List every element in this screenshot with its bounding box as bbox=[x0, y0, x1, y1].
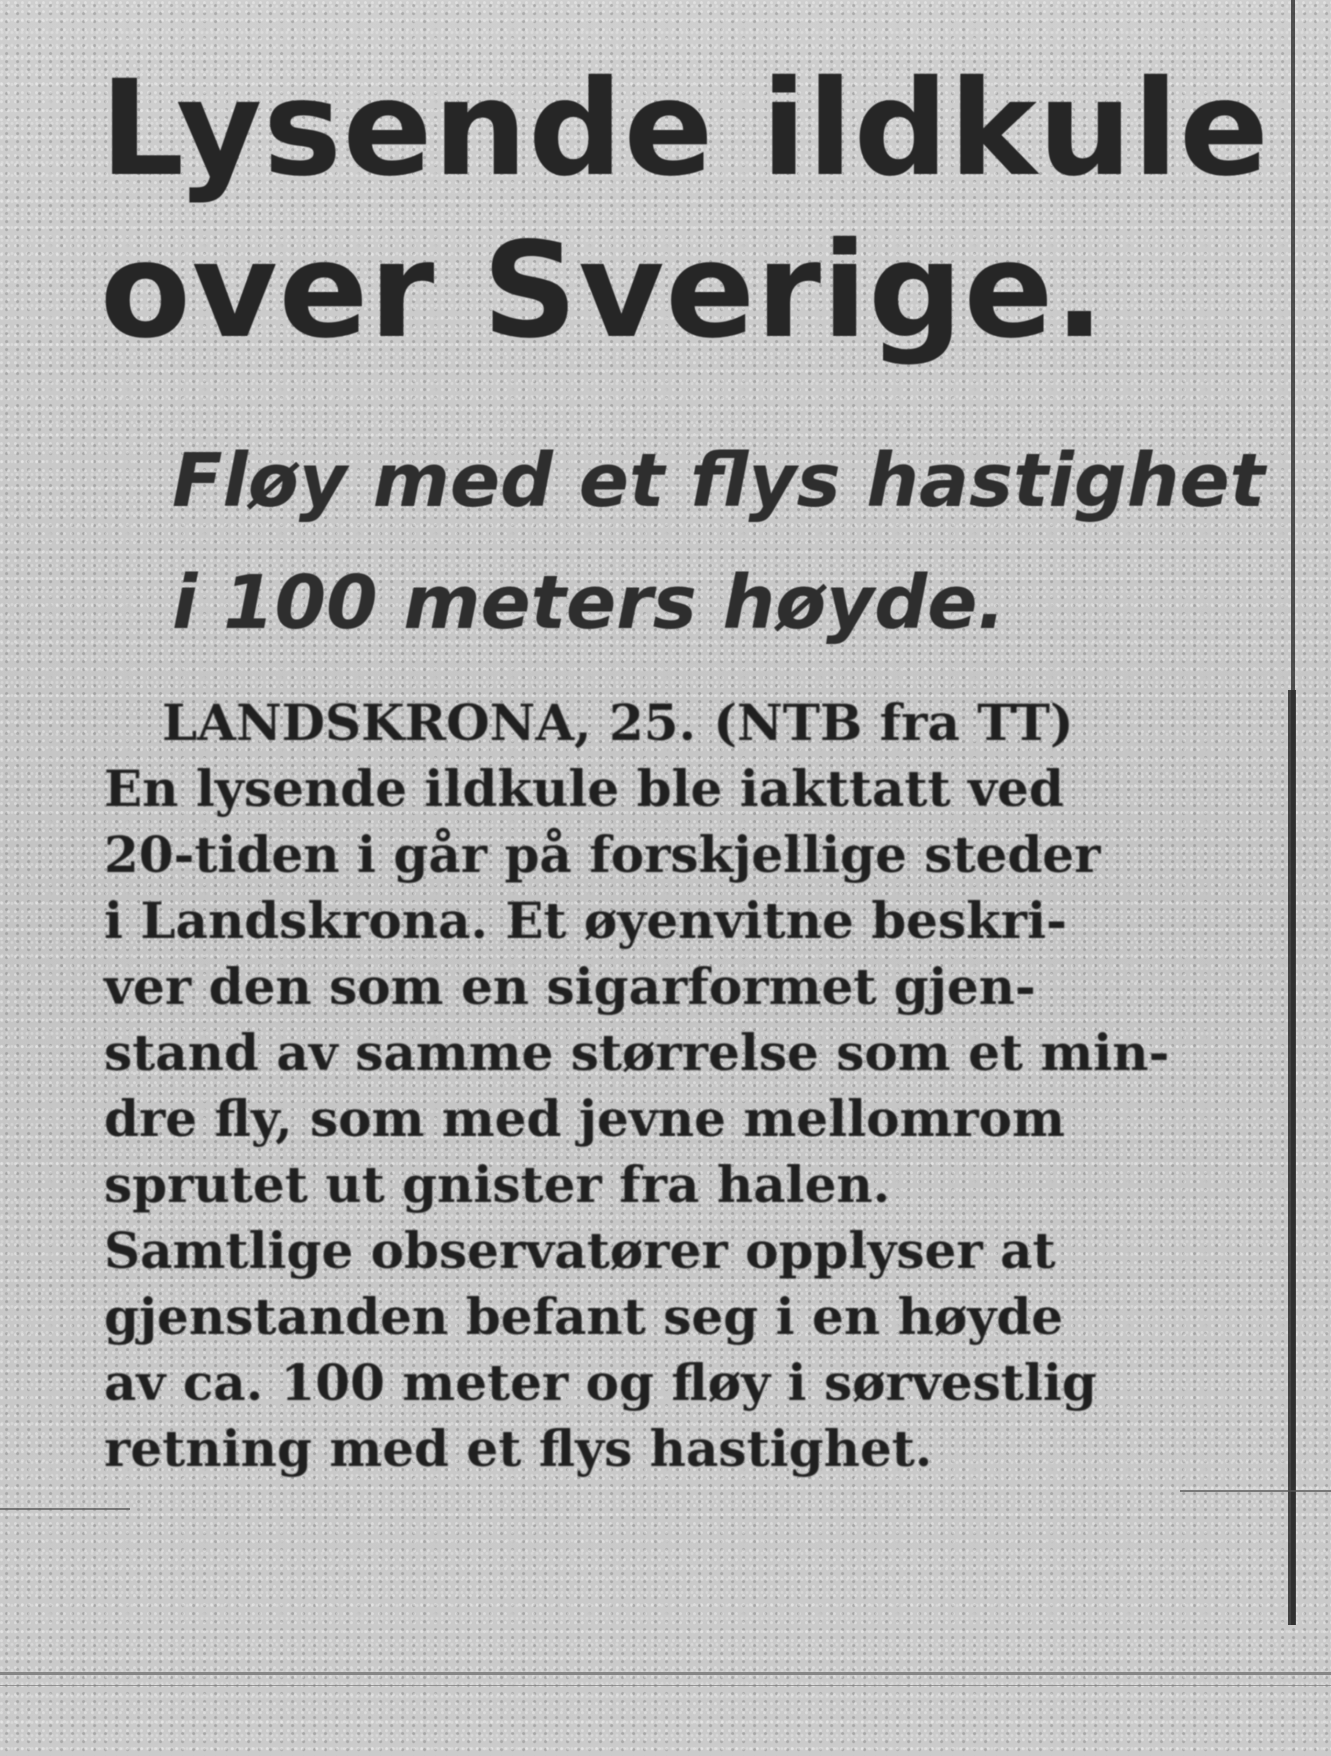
subheadline-line-1: Fløy med et flys hastighet bbox=[172, 438, 1266, 524]
body-line: stand av samme størrelse som et min- bbox=[104, 1023, 1170, 1082]
body-line: sprutet ut gnister fra halen. bbox=[104, 1155, 891, 1214]
body-line: av ca. 100 meter og fløy i sørvestlig bbox=[104, 1353, 1097, 1412]
body-line: retning med et flys hastighet. bbox=[104, 1419, 933, 1478]
body-line: ver den som en sigarformet gjen- bbox=[104, 957, 1036, 1016]
body-line: Samtlige observatører opplyser at bbox=[104, 1221, 1056, 1280]
page-fold-line bbox=[0, 1685, 1331, 1686]
body-line: gjenstanden befant seg i en høyde bbox=[104, 1287, 1064, 1346]
subheadline-line-2: i 100 meters høyde. bbox=[172, 560, 1006, 646]
headline-line-1: Lysende ildkule bbox=[100, 52, 1270, 206]
page-fold-line bbox=[0, 1672, 1331, 1675]
subheadline bbox=[172, 420, 1282, 664]
body-line: dre fly, som med jevne mellomrom bbox=[104, 1089, 1065, 1148]
body-line: En lysende ildkule ble iakttatt ved bbox=[104, 759, 1064, 818]
column-rule-thick bbox=[1288, 690, 1296, 1625]
article-body bbox=[104, 690, 1254, 1482]
dateline: LANDSKRONA, 25. (NTB fra TT) bbox=[162, 693, 1074, 752]
headline bbox=[100, 48, 1280, 372]
stray-rule bbox=[1180, 1490, 1331, 1492]
body-line: 20-tiden i går på forskjellige steder bbox=[104, 825, 1101, 884]
stray-rule bbox=[0, 1508, 130, 1510]
body-line: i Landskrona. Et øyenvitne beskri- bbox=[104, 891, 1067, 950]
headline-line-2: over Sverige. bbox=[100, 214, 1106, 368]
